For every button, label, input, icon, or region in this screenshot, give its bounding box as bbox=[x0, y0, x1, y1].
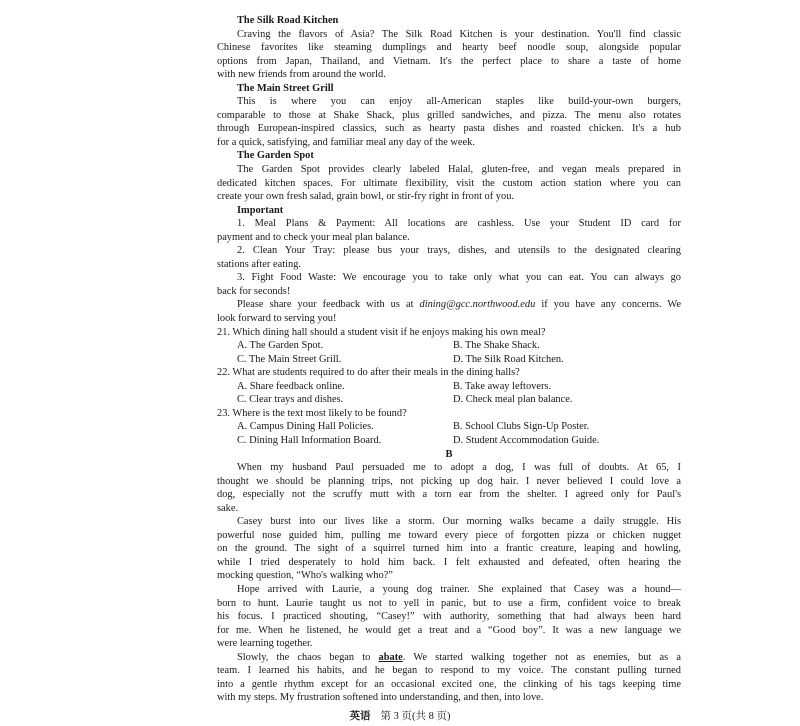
option-row bbox=[217, 420, 681, 434]
story-para-2-line: powerful nose guided him, pulling me toward every piece of forgotten pizza or chicken nugget bbox=[217, 529, 681, 541]
story-para-1-line: sake. bbox=[217, 502, 239, 514]
feedback-line: Please share your feedback with us at dining@gcc.northwood.edu if you have any concerns. We bbox=[237, 299, 681, 311]
story-para-1-line: dog, especially not the scruffy mutt with a torn ear from the shelter. I agreed only for Paul's bbox=[217, 489, 681, 501]
answer-option[interactable]: D. Student Accommodation Guide. bbox=[453, 434, 600, 446]
option-row bbox=[217, 380, 681, 394]
underlined-word-abate: abate bbox=[378, 651, 403, 663]
silk-road-text-line: options from Japan, Thailand, and Vietnam. It's the perfect place to share a taste of home bbox=[217, 55, 681, 67]
option-row bbox=[217, 339, 681, 353]
story-para-1-line: When my husband Paul persuaded me to adopt a dog, I was full of doubts. At 65, I bbox=[237, 462, 681, 474]
story-para-2-line: while I tried desperately to hold him back. I felt exhausted and defeated, often hearing the bbox=[217, 556, 681, 568]
main-street-text-line: comparable to those at Shake Shack, plus grilled sandwiches, and pizza. The menu also rotates bbox=[217, 109, 681, 121]
answer-option[interactable]: B. The Shake Shack. bbox=[453, 340, 540, 352]
main-street-text-line: This is where you can enjoy all-American staples like build-your-own burgers, bbox=[237, 96, 681, 108]
answer-option[interactable]: C. Clear trays and dishes. bbox=[237, 394, 344, 406]
story-para-3-line: Hope arrived with Laurie, a young dog trainer. She explained that Casey was a hound— bbox=[237, 583, 681, 595]
story-para-3-line: for me. When he listened, he would get a treat and a “Good boy”. It was a new language we bbox=[217, 624, 681, 636]
main-street-text-line: for a quick, satisfying, and familiar meal any day of the week. bbox=[217, 136, 475, 148]
feedback-line: look forward to serving you! bbox=[217, 313, 337, 325]
rule-meal-plans-line: 1. Meal Plans & Payment: All locations are cashless. Use your Student ID card for bbox=[237, 218, 681, 230]
footer-page-number: 第 3 页(共 8 页) bbox=[380, 711, 451, 722]
heading-garden-spot: The Garden Spot bbox=[237, 150, 314, 162]
story-para-3-line: born to hunt. Laurie taught us not to yell in panic, but to use a firm, confident voice to break bbox=[217, 597, 681, 609]
rule-meal-plans-line: payment and to check your meal plan balance. bbox=[217, 231, 410, 243]
garden-spot-text-line: The Garden Spot provides clearly labeled Halal, gluten-free, and vegan meals prepared in bbox=[237, 164, 681, 176]
answer-option[interactable]: B. School Clubs Sign-Up Poster. bbox=[453, 421, 590, 433]
answer-option[interactable]: D. Check meal plan balance. bbox=[453, 394, 573, 406]
story-para-1-line: thought we should be planning trips, not picking up dog hair. I never believed I could love a bbox=[217, 475, 681, 487]
question-stem: 21. Which dining hall should a student visit if he enjoys making his own meal? bbox=[217, 326, 546, 338]
story-para-3-line: were learning together. bbox=[217, 638, 313, 650]
page-footer bbox=[0, 708, 800, 723]
main-street-text-line: through European-inspired classics, such as hearty pasta dishes and roasted chicken. It's a hub bbox=[217, 123, 681, 135]
option-row bbox=[217, 353, 681, 367]
answer-option[interactable]: C. Dining Hall Information Board. bbox=[237, 434, 382, 446]
story-para-2-line: Casey burst into our lives like a storm. Our morning walks became a daily struggle. His bbox=[237, 516, 681, 528]
answer-option[interactable]: C. The Main Street Grill. bbox=[237, 353, 342, 365]
garden-spot-text-line: dedicated kitchen spaces. For ultimate flexibility, visit the custom action station where you can bbox=[217, 177, 681, 189]
option-row bbox=[217, 393, 681, 407]
story-para-2-line: on the ground. The sight of a squirrel turned him into a frantic creature, leaping and howling, bbox=[217, 543, 681, 555]
feedback-email[interactable]: dining@gcc.northwood.edu bbox=[419, 299, 536, 311]
footer-subject: 英语 bbox=[349, 710, 371, 722]
rule-clean-tray-line: stations after eating. bbox=[217, 258, 301, 270]
story-para-2-line: mocking question, “Who's walking who?” bbox=[217, 570, 393, 582]
option-row bbox=[217, 434, 681, 448]
heading-main-street-grill: The Main Street Grill bbox=[237, 82, 334, 94]
rule-food-waste-line: back for seconds! bbox=[217, 285, 291, 297]
rule-food-waste-line: 3. Fight Food Waste: We encourage you to take only what you can eat. You can always go bbox=[237, 272, 681, 284]
garden-spot-text-line: create your own fresh salad, grain bowl, or stir-fry right in front of you. bbox=[217, 191, 514, 203]
story-para-4-line: team. I learned his habits, and he began to respond to my voice. The constant pulling turned bbox=[217, 665, 681, 677]
answer-option[interactable]: A. Share feedback online. bbox=[237, 380, 345, 392]
story-para-3-line: his focus. I practiced shouting, “Casey!” with authority, something that had always been hard bbox=[217, 611, 681, 623]
heading-silk-road-kitchen: The Silk Road Kitchen bbox=[237, 15, 339, 26]
silk-road-text-line: Chinese favorites like steaming dumplings and hearty beef noodle soup, alongside popular bbox=[217, 42, 681, 54]
section-b-label: B bbox=[445, 448, 453, 460]
silk-road-text-line: with new friends from around the world. bbox=[217, 69, 386, 81]
silk-road-text-line: Craving the flavors of Asia? The Silk Road Kitchen is your destination. You'll find classic bbox=[237, 28, 681, 40]
story-para-4-line: Slowly, the chaos began to abate. We started walking together not as enemies, but as a bbox=[237, 651, 681, 663]
answer-option[interactable]: D. The Silk Road Kitchen. bbox=[453, 353, 564, 365]
story-para-4-line: with my steps. My frustration softened into understanding, and then, into love. bbox=[217, 692, 544, 704]
question-stem: 23. Where is the text most likely to be found? bbox=[217, 407, 407, 419]
question-stem: 22. What are students required to do after their meals in the dining halls? bbox=[217, 367, 520, 379]
answer-option[interactable]: A. Campus Dining Hall Policies. bbox=[237, 421, 374, 433]
heading-important: Important bbox=[237, 204, 284, 216]
rule-clean-tray-line: 2. Clean Your Tray: please bus your trays, dishes, and utensils to the designated clearing bbox=[237, 245, 681, 257]
text-column bbox=[217, 14, 681, 705]
answer-option[interactable]: A. The Garden Spot. bbox=[237, 340, 324, 352]
story-para-4-line: into a gentle rhythm except for an occasional excited one, the clinking of his tags keeping time bbox=[217, 678, 681, 690]
answer-option[interactable]: B. Take away leftovers. bbox=[453, 380, 552, 392]
